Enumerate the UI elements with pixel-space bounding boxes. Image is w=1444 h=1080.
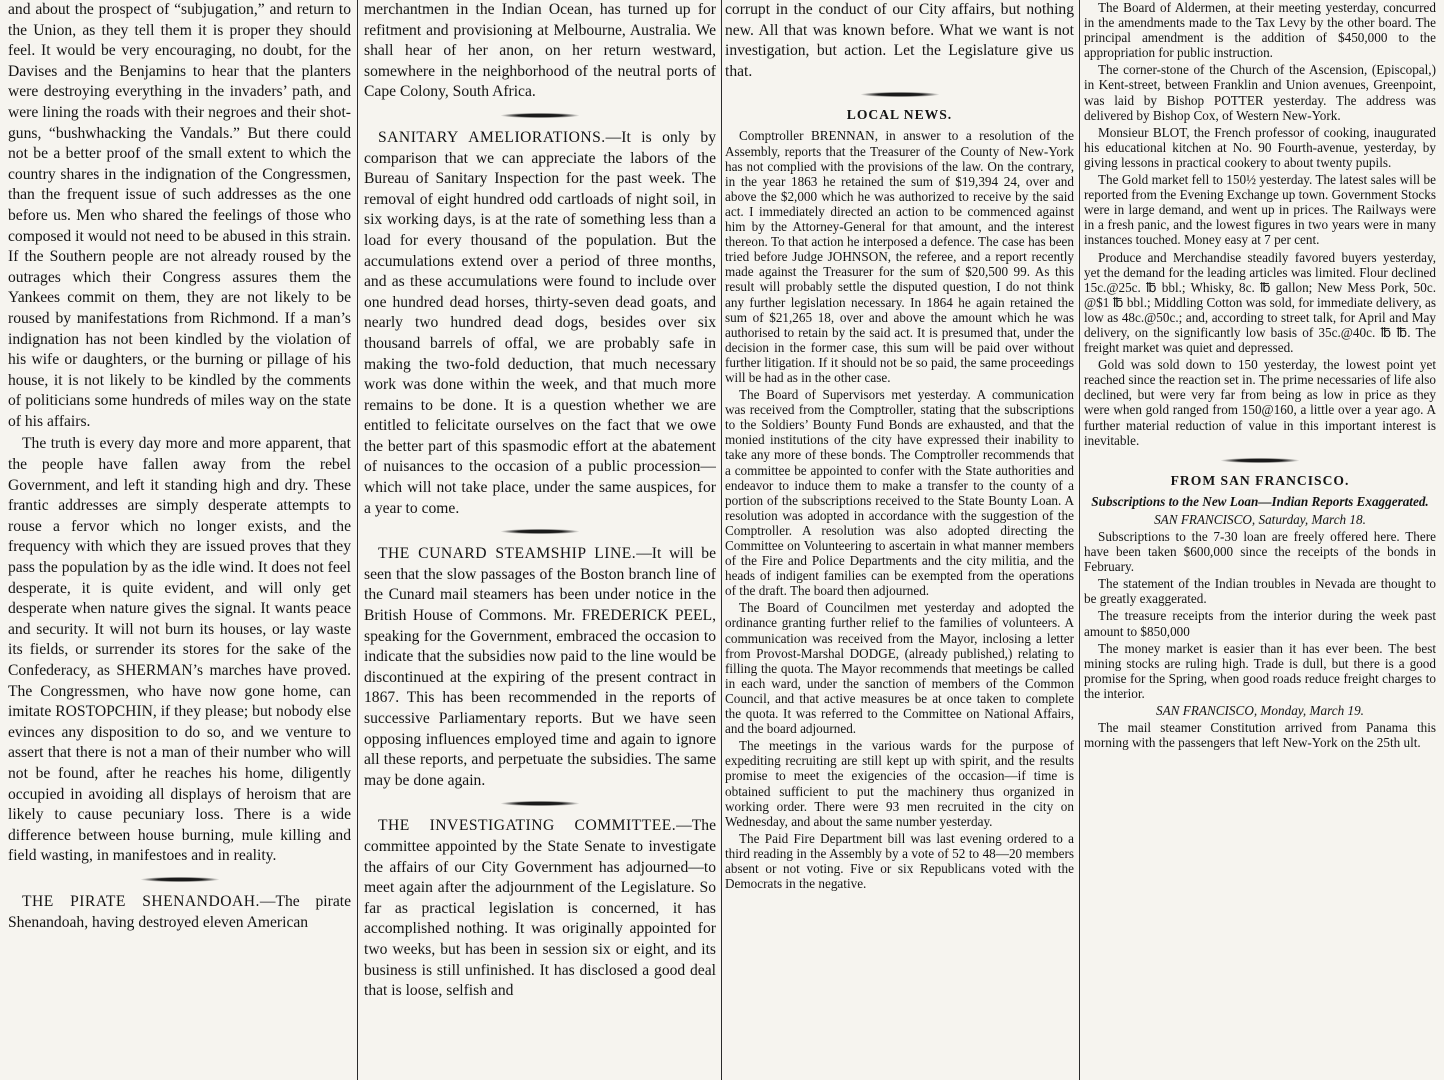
news-item: The Board of Councilmen met yesterday and adopted the ordinance granting further relief to the families of volunteers. A communication was received from the Mayor, inclosing a letter from Provost-Marshal DODGE, (already published,) relating to filling the quota. The Mayor recommends that meetings be called in each ward, under the sanction of members of the Common Council, and that active measures be at once taken to complete the quota. It was referred to the Committee on National Affairs, and the board adjourned. (725, 600, 1074, 737)
section-divider (141, 877, 219, 882)
section-heading: FROM SAN FRANCISCO. (1170, 472, 1350, 488)
dateline: SAN FRANCISCO, Saturday, March 18. (1154, 511, 1366, 527)
news-item: The Board of Supervisors met yesterday. A communication was received from the Comptroller, stating that the subscriptions to the Soldiers’ Bounty Fund Bonds are exhausted, and that the monied institutions of the city have expressed their inability to take any more of these bonds. The Comptroller recommends that a committee be appointed to confer with the State authorities and endeavor to induce them to make a transfer to the county of a portion of the subscriptions received to the State Bounty Loan. A resolution was adopted in accordance with the suggestion of the Comptroller. A resolution was also adopted directing the Committee on Volunteering to ascertain in what manner members of the Fire and Police Departments and the city militia, and the heads of indigent families can be exempted from the operations of the draft. The board then adjourned. (725, 387, 1074, 599)
article-investigating-committee (364, 816, 716, 1001)
section-subheading: Subscriptions to the New Loan—Indian Reports Exaggerated. (1091, 493, 1429, 509)
column-2 (364, 0, 716, 1080)
news-item: The Gold market fell to 150½ yesterday. The latest sales will be reported from the Evening Exchange up town. Government Stocks were in large demand, and went up in prices. The Railways were in a fresh panic, and the lowest figures in two years were in many instances touched. Money easy at 7 per cent. (1084, 172, 1436, 248)
article-heading: THE CUNARD STEAMSHIP LINE. (378, 545, 637, 563)
section-divider (501, 113, 579, 118)
article-paragraph: The truth is every day more and more apparent, that the people have fallen away from the rebel Government, and left it standing high and dry. These frantic addresses are simply desperate attempts to rouse a fervor which no longer exists, and the frequency with which they are issued proves that they pass the population by as the idle wind. It does not feel desperate, it is quite evident, and will only get desperate when nature gives the signal. It wants peace and security. It will not burn its houses, or lay waste its fields, or surrender its stores for the sake of the Confederacy, as SHERMAN’s marches have proved. The Congressmen, who have now gone home, can imitate ROSTOPCHIN, if they please; but nobody else evinces any disposition to do so, and we venture to assert that there is not a man of their number who will not be found, after he reaches his home, diligently occupied in avoiding all displays of heroism that are likely to cause pecuniary loss. There is a wide difference between house burning, mule killing and field wasting, in manifestoes and in reality. (8, 435, 351, 865)
article-heading: THE PIRATE SHENANDOAH. (22, 892, 260, 910)
dispatch-item: The mail steamer Constitution arrived from Panama this morning with the passengers that left New-York on the 25th ult. (1084, 720, 1436, 751)
news-item: The Board of Aldermen, at their meeting yesterday, concurred in the amendments made to the Tax Levy by the other board. The principal amendment is the addition of $450,000 to the appropriation for public instruction. (1084, 0, 1436, 61)
news-item: Gold was sold down to 150 yesterday, the lowest point yet reached since the reaction set in. The prime necessaries of life also declined, but were very far from being as low in price as they were when gold ranged from 150@160, a little over a year ago. A further material reduction of value in this important interest is inevitable. (1084, 357, 1436, 448)
article-cunard-line (364, 544, 716, 791)
column-rule (357, 0, 358, 1080)
dispatch-item: The statement of the Indian troubles in Nevada are thought to be greatly exaggerated. (1084, 576, 1436, 607)
article-body: —The pirate Shenandoah, having destroyed eleven American (8, 892, 351, 931)
article-body: —It is only by comparison that we can appreciate the labors of the Bureau of Sanitary Inspection for the past week. The removal of eight hundred odd cartloads of night soil, in six working days, is at the rate of something less than a load for every thousand of the population. But the accumulations extend over a period of three months, and as these accumulations were found to include over one hundred dead horses, thirty-seven dead goats, and nearly two hundred dead dogs, besides over six thousand barrels of offal, we are probably safe in making the two-fold deduction, that much necessary work was done within the week, and that much more remains to be done. It is a question whether we are entitled to felicitate ourselves on the fact that we owe the better part of this spasmodic effort at the abatement of nuisances to the occasion of a public procession—which will not take place, under the same auspices, for a year to come. (364, 128, 716, 517)
news-item: Produce and Merchandise steadily favored buyers yesterday, yet the demand for the leading articles was limited. Flour declined 15c.@25c. ℔ bbl.; Whisky, 8c. ℔ gallon; New Mess Pork, 50c. @$1 ℔ bbl.; Middling Cotton was sold, for immediate delivery, as low as 48c.@50c.; and, according to street talk, for April and May delivery, on the significantly low basis of 35c.@40c. ℔ ℔. The freight market was quiet and depressed. (1084, 249, 1436, 356)
section-divider (1221, 458, 1299, 463)
column-rule (721, 0, 722, 1080)
column-4 (1084, 0, 1436, 1080)
column-3 (725, 0, 1074, 1080)
section-divider (861, 92, 939, 97)
news-item: Comptroller BRENNAN, in answer to a resolution of the Assembly, reports that the Treasurer of the County of New-York has not complied with the provisions of the law. On the contrary, in the year 1863 he retained the sum of $19,394 24, over and above the $2,000 which he was authorized to receive by the said act. I immediately directed an action to be commenced against him by the Attorney-General for that amount, and the interest thereon. To that action he interposed a defence. The case has been tried before Judge JOHNSON, the referee, and a report recently made against the Treasurer for the sum of $20,500 99. As this result will probably settle the disputed question, I do not think any further legislation necessary. In 1864 he again retained the sum of $21,265 18, over and above the amount which he was authorised to retain by the said act. It is presumed that, under the decision in the former case, this sum will be paid over without further litigation. If it should not be so paid, the same proceedings will be had as in the other case. (725, 128, 1074, 385)
article-heading: THE INVESTIGATING COMMITTEE. (378, 817, 677, 835)
section-divider (501, 801, 579, 806)
article-heading: SANITARY AMELIORATIONS. (378, 128, 606, 146)
article-paragraph: corrupt in the conduct of our City affairs, but nothing new. All that was known before. What we want is not investigation, but action. Let the Legislature give us that. (725, 1, 1074, 80)
article-sanitary-ameliorations (364, 128, 716, 519)
news-item: The corner-stone of the Church of the Ascension, (Episcopal,) in Kent-street, between Franklin and Union avenues, Greenpoint, was laid by Bishop POTTER yesterday. The address was delivered by Bishop Cox, of Western New-York. (1084, 62, 1436, 123)
dispatch-item: The treasure receipts from the interior during the week past amount to $850,000 (1084, 608, 1436, 639)
news-item: The meetings in the various wards for the purpose of expediting recruiting are still kept up with spirit, and the results promise to meet the exigencies of the occasion—if time is obtained sufficient to put the machinery thus organized in working order. There were 93 men recruited in the city on Wednesday, and about the same number yesterday. (725, 738, 1074, 829)
news-item: The Paid Fire Department bill was last evening ordered to a third reading in the Assembly by a vote of 52 to 48—20 members absent or not voting. Five or six Republicans voted with the Democrats in the negative. (725, 830, 1074, 892)
article-paragraph: and about the prospect of “subjugation,” and return to the Union, as they tell them it is proper they should feel. It would be very encouraging, no doubt, for the Davises and the Benjamins to hear that the planters were destroying everything in the invaders’ path, and were lining the roads with their negroes and their shot-guns, “bushwhacking the Vandals.” But there could not be a better proof of the small extent to which the country shares in the indignation of the Congressmen, than the frequent issue of such addresses as the one before us. Men who shared the feelings of those who composed it would not need to be abused in this strain. If the Southern people are not already roused by the outrages which their Congress assures them the Yankees commit on them, they are not likely to be roused by manifestations from Richmond. If a man’s indignation has not been kindled by the violation of his wife or daughters, or the burning or pillage of his house, it is not likely to be kindled by the comments of politicians some hundreds of miles way on the state of his affairs. (8, 1, 351, 430)
article-pirate-shenandoah (8, 892, 351, 933)
article-body: —The committee appointed by the State Senate to investigate the affairs of our City Government has adjourned—to meet again after the adjournment of the Legislature. So far as practical legislation is concerned, it has accomplished nothing. It was originally appointed for two weeks, but has been in session six or eight, and its business is still unfinished. It has disclosed a good deal that is loose, selfish and (364, 817, 716, 1000)
column-1 (8, 0, 351, 1080)
column-rule (1079, 0, 1080, 1080)
dateline: SAN FRANCISCO, Monday, March 19. (1156, 703, 1364, 719)
section-divider (501, 529, 579, 534)
section-heading: LOCAL NEWS. (846, 107, 953, 123)
news-item: Monsieur BLOT, the French professor of cooking, inaugurated his educational kitchen at No. 90 Fourth-avenue, yesterday, by giving lessons in practical cookery to about twenty pupils. (1084, 124, 1436, 170)
article-paragraph: merchantmen in the Indian Ocean, has turned up for refitment and provisioning at Melbourne, Australia. We shall hear of her anon, on her return westward, somewhere in the neighborhood of the neutral ports of Cape Colony, South Africa. (364, 1, 716, 101)
dispatch-item: Subscriptions to the 7-30 loan are freely offered here. There have been taken $600,000 since the receipts of the bonds in February. (1084, 529, 1436, 575)
article-body: —It will be seen that the slow passages of the Boston branch line of the Cunard mail steamers has been under notice in the British House of Commons. Mr. FREDERICK PEEL, speaking for the Government, embraced the occasion to indicate that the subsidies now paid to the line would be discontinued at the expiring of the present contract in 1867. This has been recommended in the reports of successive Parliamentary reports. But we have seen opposing influences employed time and again to ignore all these reports, and perpetuate the subsidies. The same may be done again. (364, 545, 716, 789)
dispatch-item: The money market is easier than it has ever been. The best mining stocks are ruling high. Trade is dull, but there is a good promise for the Spring, when good roads reduce freight charges to the interior. (1084, 640, 1436, 701)
